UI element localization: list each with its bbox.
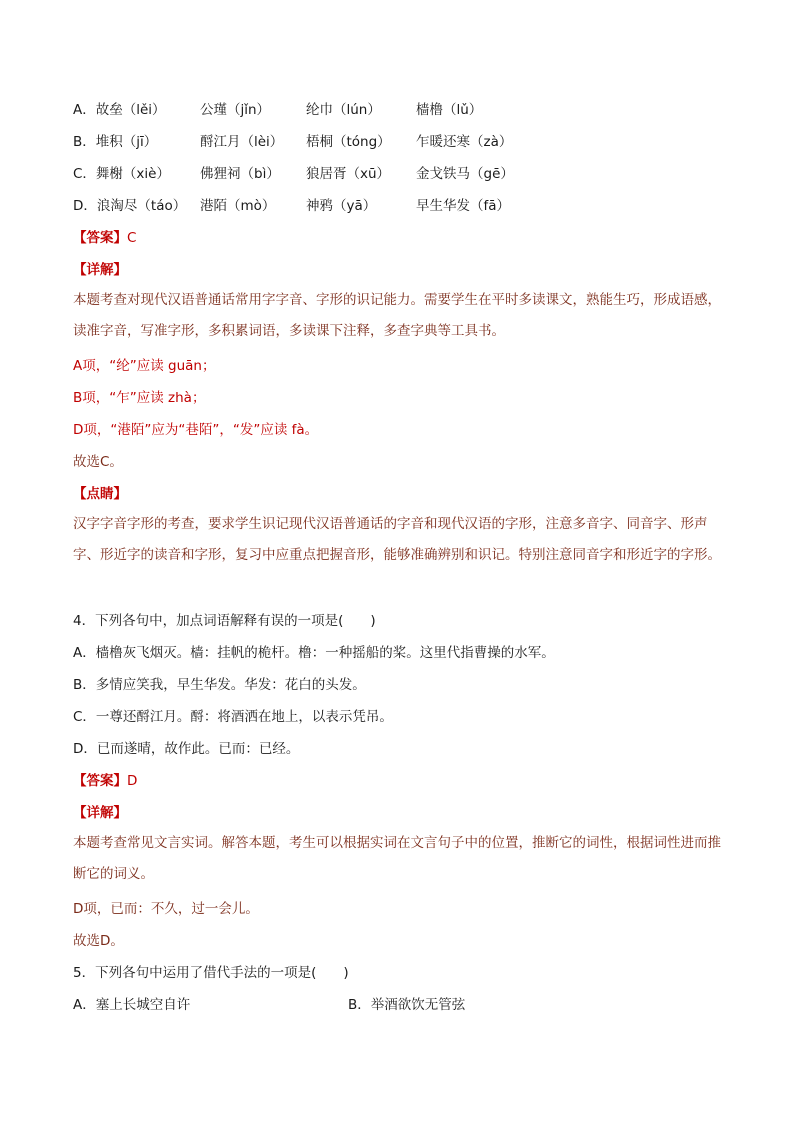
option-label: B．堆积（jī）: [73, 134, 158, 150]
option-item: 佛狸祠（bì）: [200, 166, 280, 182]
option-item: 酹江月（lèi）: [200, 134, 284, 150]
q5-option-b: B．举酒欲饮无管弦: [348, 997, 466, 1013]
q4-answer: [73, 771, 137, 791]
answer-tag: 【答案】: [73, 773, 127, 789]
option-item: 乍暖还寒（zà）: [416, 134, 513, 150]
q4-detail-text: 本题考查常见文言实词。解答本题，考生可以根据实词在文言句子中的位置，推断它的词性，根据词性进而推断它的词义。: [73, 835, 721, 882]
q5-stem: 5．下列各句中运用了借代手法的一项是( ): [73, 965, 349, 981]
option-item: 公瑾（jǐn）: [200, 102, 271, 118]
option-label: D．浪淘尽（táo）: [73, 198, 187, 214]
option-item: 港陌（mò）: [200, 198, 276, 214]
option-item: 早生华发（fā）: [416, 198, 511, 214]
q4-detail-heading: [73, 803, 127, 823]
comment-tag: 【点睛】: [73, 486, 127, 502]
q3-conclusion: 故选C。: [73, 454, 123, 470]
q4-conclusion: 故选D。: [73, 933, 124, 949]
option-item: 梧桐（tóng）: [306, 134, 391, 150]
q5-options: [73, 995, 466, 1015]
option-item: 狼居胥（xū）: [306, 166, 391, 182]
answer-value: D: [127, 773, 138, 789]
q3-note-d: D项，“港陌”应为“巷陌”，“发”应读 fà。: [73, 422, 319, 438]
detail-tag: 【详解】: [73, 262, 127, 278]
q3-comment-heading: [73, 484, 127, 504]
q5-option-a: A．塞上长城空自许: [73, 997, 191, 1013]
q4-note-d: D项，已而：不久，过一会儿。: [73, 901, 259, 917]
q3-comment-text: 汉字字音字形的考查，要求学生识记现代汉语普通话的字音和现代汉语的字形，注意多音字、同音字、形声字、形近字的读音和字形，复习中应重点把握音形，能够准确辨别和识记。特别注意同音字和形近字的字形。: [73, 516, 721, 563]
q3-detail-text: 本题考查对现代汉语普通话常用字字音、字形的识记能力。需要学生在平时多读课文，熟能生巧，形成语感，读准字音，写准字形，多积累词语，多读课下注释，多查字典等工具书。: [73, 292, 721, 339]
q3-option-d: [73, 196, 511, 216]
q4-stem: 4．下列各句中，加点词语解释有误的一项是( ): [73, 613, 376, 629]
q3-answer: [73, 228, 136, 248]
q4-option-c: C．一尊还酹江月。酹：将酒洒在地上，以表示凭吊。: [73, 709, 393, 725]
option-item: 纶巾（lún）: [306, 102, 381, 118]
option-item: 神鸦（yā）: [306, 198, 377, 214]
q3-option-c: [73, 164, 514, 184]
detail-tag: 【详解】: [73, 805, 127, 821]
q4-option-b: B．多情应笑我，早生华发。华发：花白的头发。: [73, 677, 366, 693]
q3-detail-heading: [73, 260, 127, 280]
option-label: C．舞榭（xiè）: [73, 166, 170, 182]
q4-option-d: D．已而遂晴，故作此。已而：已经。: [73, 741, 300, 757]
q4-option-a: A．樯橹灰飞烟灭。樯：挂帆的桅杆。橹：一种摇船的桨。这里代指曹操的水军。: [73, 645, 555, 661]
answer-tag: 【答案】: [73, 230, 127, 246]
q3-note-b: B项，“乍”应读 zhà；: [73, 390, 206, 406]
option-item: 金戈铁马（gē）: [416, 166, 514, 182]
q3-option-a: [73, 100, 483, 120]
option-label: A．故垒（lěi）: [73, 102, 166, 118]
answer-value: C: [127, 230, 137, 246]
q3-note-a: A项，“纶”应读 guān；: [73, 358, 216, 374]
q3-option-b: [73, 132, 513, 152]
option-item: 樯橹（lǔ）: [416, 102, 483, 118]
